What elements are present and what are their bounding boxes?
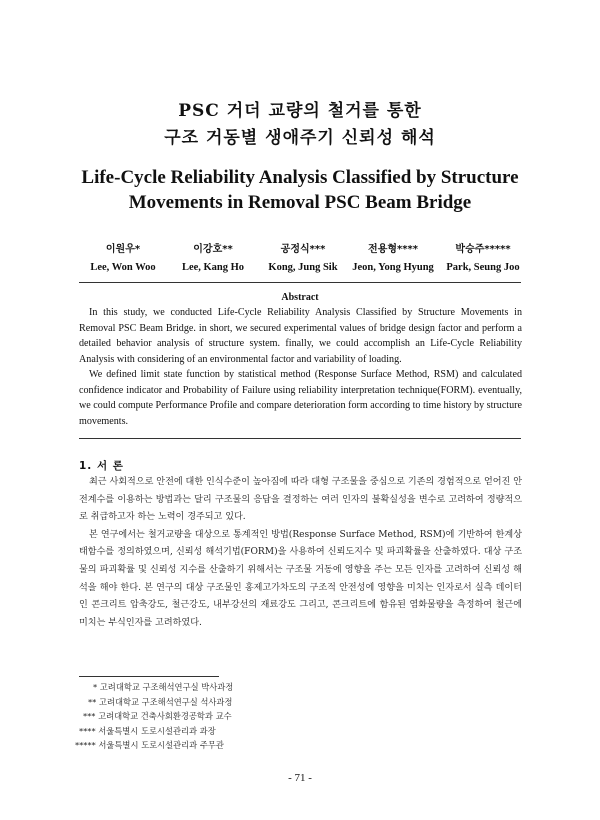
footnotes [75,680,379,753]
author-5 [438,240,528,273]
author-name-en: Park, Seung Joo [446,262,520,273]
author-name-ko: 전용형**** [368,244,418,255]
footnote-divider [79,676,219,677]
footnote: * 고려대학교 구조해석연구실 박사과정 [93,682,234,692]
author-name-en: Kong, Jung Sik [268,262,338,273]
abstract-paragraph: In this study, we conducted Life-Cycle Reliability Analysis Classified by Structure Movements in Removal PSC Beam Bridge. in short, we secured experimental values of bridge design factor and perform a detailed behavior analysis of structure system. finally, we could accomplish an Life-Cycle Reliability Analysis with considering of an environmental factor and variability of loading. [79,307,522,365]
body-paragraph: 본 연구에서는 철거교량을 대상으로 통계적인 방법(Response Surface Method, RSM)에 기반하여 한계상태함수를 정의하였으며, 신뢰성 해석기법(FORM)을 사용하여 신뢰도지수 및 파괴확률을 산출하였다. 대상 구조물의 파괴확률 및 신뢰성 지수를 산출하기 위해서는 구조물 거동에 영향을 주는 모든 인자를 고려하여 신뢰성 해석을 해야 한다. 본 연구의 대상 구조물인 홍제고가차도의 구조적 안전성에 영향을 미치는 인자로서 실측 데이터인 콘크리트 압축강도, 철근강도, 내부강선의 재료강도 그리고, 콘크리트에 함유된 염화물량을 측정하여 철근에 미치는 부식인자를 고려하였다. [79,529,522,628]
header-divider [79,282,521,283]
footnote: ** 고려대학교 구조해석연구실 석사과정 [88,696,233,707]
footnote: ***** 서울특별시 도로시설관리과 주무관 [75,740,224,750]
author-name-ko: 공정식*** [280,244,326,255]
page-number: - 71 - [288,772,312,784]
author-4 [348,240,438,273]
author-name-en: Jeon, Yong Hyung [352,262,434,273]
footnote: *** 고려대학교 건축사회환경공학과 교수 [83,711,232,721]
section-heading: 1. 서 론 [79,460,124,472]
author-list [78,240,528,273]
author-name-ko: 박승주***** [455,244,511,255]
author-name-en: Lee, Won Woo [90,262,156,273]
abstract-heading: Abstract [281,292,319,303]
english-title-line-1: Life-Cycle Reliability Analysis Classified by Structure [81,167,519,188]
abstract-paragraph: We defined limit state function by statistical method (Response Surface Method, RSM) and calculated confidence indicator and Probability of Failure using reliability interpretation technique(FORM). eventually, we could compute Performance Profile and compare deterioration form according to time history by structure movements. [79,369,522,427]
abstract-divider [79,438,521,439]
body-paragraph: 최근 사회적으로 안전에 대한 인식수준이 높아짐에 따라 대형 구조물을 중심으로 기존의 경험적으로 얻어진 안전계수를 이용하는 방법과는 달리 구조물의 응답을 결정하는 여러 인자의 불확실성을 변수로 고려하여 정량적으로 취급하고자 하는 노력이 경주되고 있다. [79,477,522,523]
author-1 [78,240,168,273]
footnote: **** 서울특별시 도로시설관리과 과장 [79,725,216,736]
english-title-line-2: Movements in Removal PSC Beam Bridge [128,192,472,213]
section-body [79,474,522,632]
korean-title-line-1: PSC 거더 교량의 철거를 통한 [178,101,422,121]
korean-title-line-2: 구조 거동별 생애주기 신뢰성 해석 [164,128,436,148]
author-name-ko: 이원우* [105,244,141,255]
author-3 [258,240,348,273]
author-name-ko: 이강호** [193,244,233,255]
author-2 [168,240,258,273]
abstract-body [79,305,522,429]
author-name-en: Lee, Kang Ho [181,262,245,273]
